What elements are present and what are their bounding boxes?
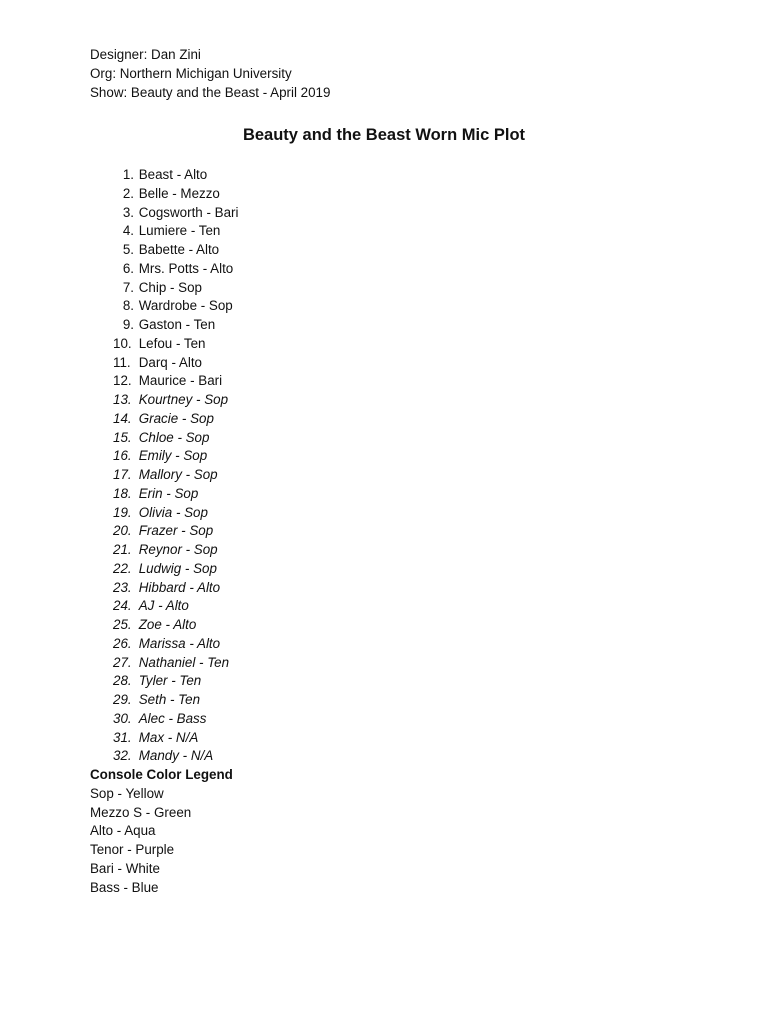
mic-list-item	[90, 297, 238, 316]
mic-number: 24.	[113, 598, 132, 614]
mic-list-item	[90, 485, 238, 504]
mic-assignment: Marissa - Alto	[138, 635, 221, 651]
mic-number: 15.	[113, 429, 132, 445]
mic-assignment: Frazer - Sop	[138, 523, 214, 539]
mic-number: 4.	[122, 223, 134, 239]
mic-assignment: Reynor - Sop	[138, 542, 218, 557]
mic-list-item	[90, 672, 238, 691]
mic-list-item	[90, 654, 238, 673]
mic-number: 1.	[122, 167, 134, 182]
mic-list-item	[90, 579, 238, 598]
mic-list-item	[90, 466, 238, 485]
mic-list-item	[90, 522, 238, 541]
mic-list-item	[90, 616, 238, 635]
mic-list-item	[90, 729, 238, 748]
mic-assignment: Chloe - Sop	[138, 429, 210, 445]
mic-list-item	[90, 354, 238, 373]
mic-assignment: Seth - Ten	[138, 692, 201, 707]
mic-list-item	[90, 204, 238, 223]
mic-plot-list	[90, 166, 238, 766]
mic-list-item	[90, 410, 238, 429]
mic-list-item	[90, 635, 238, 654]
mic-number: 25.	[113, 617, 132, 632]
mic-number: 3.	[122, 204, 134, 220]
mic-number: 2.	[122, 185, 134, 201]
mic-list-item	[90, 222, 238, 241]
mic-number: 26.	[113, 635, 132, 651]
mic-assignment: Alec - Bass	[138, 710, 207, 726]
mic-number: 8.	[122, 298, 134, 314]
legend-item: Alto - Aqua	[90, 823, 156, 839]
mic-assignment: Maurice - Bari	[138, 373, 223, 389]
legend-title: Console Color Legend	[90, 767, 233, 782]
mic-number: 28.	[113, 673, 132, 689]
mic-number: 21.	[113, 542, 132, 557]
mic-assignment: Gaston - Ten	[138, 317, 216, 332]
document-header	[90, 45, 330, 102]
legend-item: Bari - White	[90, 860, 160, 876]
mic-assignment: Mrs. Potts - Alto	[138, 260, 234, 276]
mic-assignment: Chip - Sop	[138, 279, 202, 295]
mic-list-item	[90, 241, 238, 260]
mic-assignment: Beast - Alto	[138, 167, 208, 182]
mic-assignment: Max - N/A	[138, 729, 199, 745]
legend-item: Sop - Yellow	[90, 785, 164, 801]
mic-assignment: Zoe - Alto	[138, 617, 197, 632]
mic-list-item	[90, 541, 238, 560]
mic-number: 12.	[113, 373, 132, 389]
mic-list-item	[90, 691, 238, 710]
mic-list-item	[90, 166, 238, 185]
mic-number: 23.	[113, 579, 132, 595]
mic-assignment: Gracie - Sop	[138, 410, 214, 426]
mic-assignment: Belle - Mezzo	[138, 185, 220, 201]
legend-item: Bass - Blue	[90, 879, 159, 895]
page-title: Beauty and the Beast Worn Mic Plot	[242, 126, 526, 144]
mic-number: 27.	[113, 654, 132, 670]
mic-number: 30.	[113, 710, 132, 726]
mic-list-item	[90, 372, 238, 391]
legend-item: Tenor - Purple	[90, 842, 175, 857]
mic-assignment: Babette - Alto	[138, 242, 220, 257]
mic-list-item	[90, 429, 238, 448]
mic-number: 5.	[122, 242, 134, 257]
mic-assignment: Mandy - N/A	[138, 748, 214, 764]
mic-number: 29.	[113, 692, 132, 707]
mic-number: 16.	[113, 448, 132, 464]
mic-list-item	[90, 447, 238, 466]
mic-assignment: Lumiere - Ten	[138, 223, 221, 239]
mic-number: 13.	[113, 392, 132, 407]
mic-assignment: Ludwig - Sop	[138, 560, 217, 576]
mic-list-item	[90, 335, 238, 354]
mic-number: 20.	[113, 523, 132, 539]
mic-assignment: Lefou - Ten	[138, 335, 206, 351]
mic-assignment: Erin - Sop	[138, 485, 199, 501]
mic-assignment: Cogsworth - Bari	[138, 204, 239, 220]
mic-assignment: Darq - Alto	[138, 354, 202, 370]
designer-line: Designer: Dan Zini	[90, 47, 201, 62]
mic-assignment: Nathaniel - Ten	[138, 654, 230, 670]
mic-assignment: Emily - Sop	[138, 448, 208, 464]
mic-assignment: Kourtney - Sop	[138, 392, 229, 407]
mic-number: 11.	[113, 354, 131, 370]
show-line: Show: Beauty and the Beast - April 2019	[90, 85, 331, 100]
mic-number: 17.	[113, 467, 132, 482]
mic-number: 10.	[113, 335, 132, 351]
mic-assignment: Wardrobe - Sop	[138, 298, 233, 314]
legend-item: Mezzo S - Green	[90, 804, 192, 820]
mic-list-item	[90, 504, 238, 523]
mic-list-item	[90, 316, 238, 335]
mic-number: 18.	[113, 485, 132, 501]
mic-list-item	[90, 747, 238, 766]
mic-number: 14.	[113, 410, 132, 426]
mic-number: 32.	[113, 748, 132, 764]
mic-number: 31.	[113, 729, 132, 745]
mic-number: 7.	[122, 279, 134, 295]
mic-number: 19.	[113, 504, 132, 520]
mic-list-item	[90, 560, 238, 579]
mic-assignment: Tyler - Ten	[138, 673, 202, 689]
mic-number: 9.	[122, 317, 134, 332]
mic-assignment: Mallory - Sop	[138, 467, 218, 482]
org-line: Org: Northern Michigan University	[90, 66, 292, 81]
mic-assignment: Olivia - Sop	[138, 504, 208, 520]
mic-list-item	[90, 185, 238, 204]
mic-list-item	[90, 597, 238, 616]
console-color-legend	[90, 766, 233, 897]
mic-number: 22.	[113, 560, 132, 576]
mic-list-item	[90, 279, 238, 298]
mic-assignment: Hibbard - Alto	[138, 579, 221, 595]
mic-list-item	[90, 391, 238, 410]
mic-list-item	[90, 710, 238, 729]
mic-number: 6.	[122, 260, 134, 276]
mic-list-item	[90, 260, 238, 279]
mic-assignment: AJ - Alto	[138, 598, 189, 614]
